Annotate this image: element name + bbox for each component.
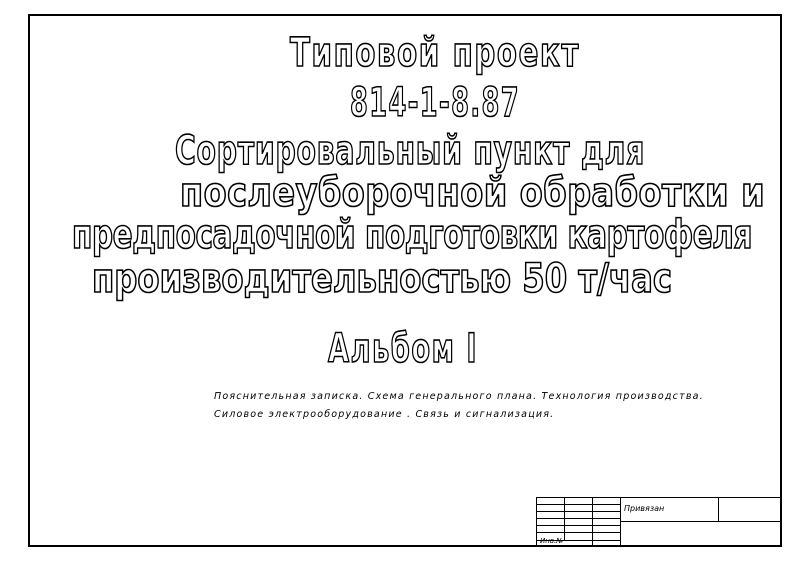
notes-line-2: Силовое электрооборудование . Связь и сигнализация. xyxy=(214,409,555,420)
title-line-3: Сортировальный пункт для xyxy=(175,128,645,174)
album-title: Альбом I xyxy=(328,326,478,372)
title-line-5: предпосадочной подготовки картофеля xyxy=(72,212,752,258)
inventory-label: Инв.№ xyxy=(540,537,564,545)
title-line-code: 814-1-8.87 xyxy=(350,80,520,126)
notes-line-1: Пояснительная записка. Схема генерального плана. Технология производства. xyxy=(214,391,704,402)
title-stamp xyxy=(536,497,782,547)
title-line-project: Типовой проект xyxy=(290,30,580,76)
title-line-6: производительностью 50 т/час xyxy=(92,256,672,302)
title-line-4: послеуборочной обработки и xyxy=(180,170,765,216)
contents-notes xyxy=(214,388,704,424)
attached-label: Привязан xyxy=(624,504,665,513)
